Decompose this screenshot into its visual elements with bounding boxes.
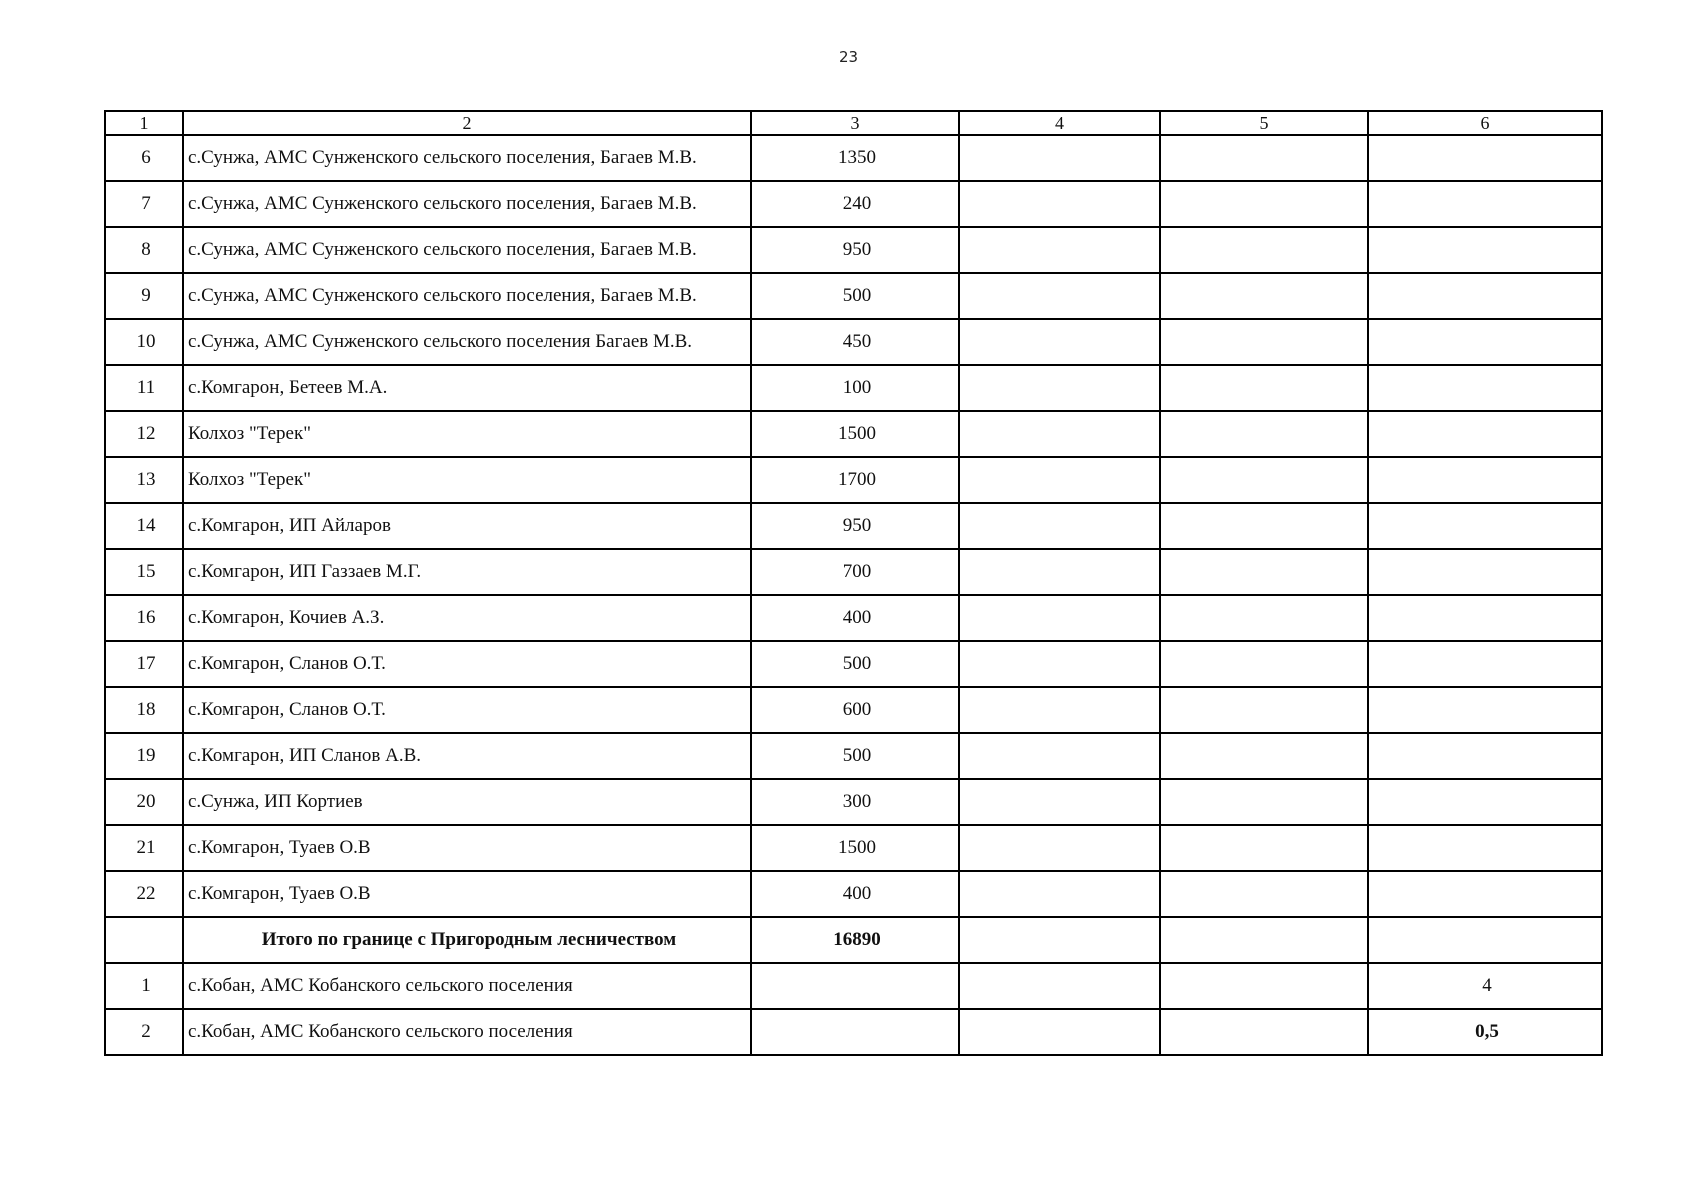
row-number-cell: 17 bbox=[105, 641, 183, 687]
total-row bbox=[105, 917, 1602, 963]
cell-col4 bbox=[959, 457, 1160, 503]
value-cell: 300 bbox=[751, 779, 959, 825]
cell-col4 bbox=[959, 135, 1160, 181]
row-number-cell: 19 bbox=[105, 733, 183, 779]
cell-col5 bbox=[1160, 963, 1368, 1009]
value-cell: 500 bbox=[751, 273, 959, 319]
name-cell: с.Кобан, АМС Кобанского сельского поселения bbox=[183, 1009, 751, 1055]
name-cell: с.Комгарон, Туаев О.В bbox=[183, 871, 751, 917]
value-cell: 240 bbox=[751, 181, 959, 227]
cell-col5 bbox=[1160, 917, 1368, 963]
header-row bbox=[105, 111, 1602, 135]
cell-col5 bbox=[1160, 825, 1368, 871]
cell-col4 bbox=[959, 641, 1160, 687]
cell-col5 bbox=[1160, 733, 1368, 779]
cell-col6 bbox=[1368, 273, 1602, 319]
table-row bbox=[105, 549, 1602, 595]
table-row bbox=[105, 365, 1602, 411]
table-row bbox=[105, 687, 1602, 733]
value-cell: 100 bbox=[751, 365, 959, 411]
name-cell: с.Комгарон, Кочиев А.З. bbox=[183, 595, 751, 641]
row-number-cell: 21 bbox=[105, 825, 183, 871]
table-row bbox=[105, 871, 1602, 917]
row-number-cell: 15 bbox=[105, 549, 183, 595]
cell-col5 bbox=[1160, 871, 1368, 917]
cell-col5 bbox=[1160, 779, 1368, 825]
cell-col4 bbox=[959, 733, 1160, 779]
value-cell: 950 bbox=[751, 227, 959, 273]
data-table bbox=[104, 110, 1603, 1056]
cell-col4 bbox=[959, 963, 1160, 1009]
name-cell: с.Сунжа, АМС Сунженского сельского поселения, Багаев М.В. bbox=[183, 227, 751, 273]
cell-col5 bbox=[1160, 549, 1368, 595]
row-number-cell: 12 bbox=[105, 411, 183, 457]
value-cell: 400 bbox=[751, 871, 959, 917]
cell-col6 bbox=[1368, 687, 1602, 733]
cell-col4 bbox=[959, 273, 1160, 319]
header-cell: 2 bbox=[183, 111, 751, 135]
name-cell: с.Сунжа, АМС Сунженского сельского поселения, Багаев М.В. bbox=[183, 181, 751, 227]
table-row bbox=[105, 135, 1602, 181]
cell-col5 bbox=[1160, 135, 1368, 181]
name-cell: с.Комгарон, Бетеев М.А. bbox=[183, 365, 751, 411]
table-row bbox=[105, 503, 1602, 549]
cell-col6 bbox=[1368, 595, 1602, 641]
cell-col6 bbox=[1368, 641, 1602, 687]
cell-col5 bbox=[1160, 227, 1368, 273]
name-cell: с.Комгарон, Сланов О.Т. bbox=[183, 641, 751, 687]
value-cell: 600 bbox=[751, 687, 959, 733]
name-cell: с.Сунжа, ИП Кортиев bbox=[183, 779, 751, 825]
header-cell: 1 bbox=[105, 111, 183, 135]
cell-col4 bbox=[959, 595, 1160, 641]
cell-col6 bbox=[1368, 457, 1602, 503]
value-cell: 700 bbox=[751, 549, 959, 595]
cell-col6 bbox=[1368, 733, 1602, 779]
value-cell: 950 bbox=[751, 503, 959, 549]
value-cell: 1500 bbox=[751, 411, 959, 457]
cell-col5 bbox=[1160, 1009, 1368, 1055]
value-cell bbox=[751, 963, 959, 1009]
name-cell: с.Кобан, АМС Кобанского сельского поселения bbox=[183, 963, 751, 1009]
row-number-cell: 8 bbox=[105, 227, 183, 273]
total-value-cell: 16890 bbox=[751, 917, 959, 963]
value-cell: 1500 bbox=[751, 825, 959, 871]
table-row bbox=[105, 595, 1602, 641]
row-number-cell: 6 bbox=[105, 135, 183, 181]
cell-col4 bbox=[959, 549, 1160, 595]
row-number-cell: 1 bbox=[105, 963, 183, 1009]
cell-col4 bbox=[959, 1009, 1160, 1055]
table-body bbox=[105, 111, 1602, 1055]
cell-col5 bbox=[1160, 687, 1368, 733]
cell-col5 bbox=[1160, 503, 1368, 549]
name-cell: Колхоз "Терек" bbox=[183, 411, 751, 457]
cell-col5 bbox=[1160, 319, 1368, 365]
cell-col5 bbox=[1160, 411, 1368, 457]
cell-col4 bbox=[959, 411, 1160, 457]
cell-col6 bbox=[1368, 181, 1602, 227]
cell-col5 bbox=[1160, 641, 1368, 687]
table-row bbox=[105, 1009, 1602, 1055]
value-cell: 1700 bbox=[751, 457, 959, 503]
cell-col4 bbox=[959, 871, 1160, 917]
value-cell: 1350 bbox=[751, 135, 959, 181]
cell-col4 bbox=[959, 779, 1160, 825]
cell-col6 bbox=[1368, 135, 1602, 181]
cell-col5 bbox=[1160, 457, 1368, 503]
cell-col4 bbox=[959, 687, 1160, 733]
cell-col6 bbox=[1368, 779, 1602, 825]
cell-col6 bbox=[1368, 825, 1602, 871]
header-cell: 3 bbox=[751, 111, 959, 135]
table-row bbox=[105, 457, 1602, 503]
cell-col4 bbox=[959, 181, 1160, 227]
row-number-cell: 14 bbox=[105, 503, 183, 549]
cell-col6 bbox=[1368, 503, 1602, 549]
cell-col5 bbox=[1160, 595, 1368, 641]
table-row bbox=[105, 273, 1602, 319]
row-number-cell: 7 bbox=[105, 181, 183, 227]
name-cell: Колхоз "Терек" bbox=[183, 457, 751, 503]
name-cell: с.Комгарон, Сланов О.Т. bbox=[183, 687, 751, 733]
table-row bbox=[105, 963, 1602, 1009]
table-row bbox=[105, 825, 1602, 871]
row-number-cell bbox=[105, 917, 183, 963]
header-cell: 6 bbox=[1368, 111, 1602, 135]
table-row bbox=[105, 227, 1602, 273]
header-cell: 4 bbox=[959, 111, 1160, 135]
total-label-cell: Итого по границе с Пригородным лесничеством bbox=[183, 917, 751, 963]
name-cell: с.Комгарон, ИП Айларов bbox=[183, 503, 751, 549]
row-number-cell: 18 bbox=[105, 687, 183, 733]
row-number-cell: 22 bbox=[105, 871, 183, 917]
table-row bbox=[105, 181, 1602, 227]
page-number: 23 bbox=[838, 48, 859, 66]
cell-col6: 4 bbox=[1368, 963, 1602, 1009]
table-row bbox=[105, 779, 1602, 825]
name-cell: с.Сунжа, АМС Сунженского сельского поселения, Багаев М.В. bbox=[183, 135, 751, 181]
cell-col5 bbox=[1160, 273, 1368, 319]
name-cell: с.Сунжа, АМС Сунженского сельского поселения, Багаев М.В. bbox=[183, 273, 751, 319]
name-cell: с.Сунжа, АМС Сунженского сельского поселения Багаев М.В. bbox=[183, 319, 751, 365]
cell-col6 bbox=[1368, 227, 1602, 273]
cell-col6 bbox=[1368, 365, 1602, 411]
row-number-cell: 13 bbox=[105, 457, 183, 503]
cell-col4 bbox=[959, 503, 1160, 549]
table-row bbox=[105, 733, 1602, 779]
table-row bbox=[105, 319, 1602, 365]
row-number-cell: 9 bbox=[105, 273, 183, 319]
row-number-cell: 16 bbox=[105, 595, 183, 641]
table-row bbox=[105, 641, 1602, 687]
cell-col4 bbox=[959, 365, 1160, 411]
row-number-cell: 10 bbox=[105, 319, 183, 365]
value-cell: 400 bbox=[751, 595, 959, 641]
header-cell: 5 bbox=[1160, 111, 1368, 135]
name-cell: с.Комгарон, ИП Газзаев М.Г. bbox=[183, 549, 751, 595]
cell-col4 bbox=[959, 227, 1160, 273]
value-cell: 500 bbox=[751, 733, 959, 779]
cell-col4 bbox=[959, 319, 1160, 365]
row-number-cell: 11 bbox=[105, 365, 183, 411]
cell-col6 bbox=[1368, 549, 1602, 595]
cell-col6 bbox=[1368, 917, 1602, 963]
value-cell: 500 bbox=[751, 641, 959, 687]
name-cell: с.Комгарон, Туаев О.В bbox=[183, 825, 751, 871]
row-number-cell: 20 bbox=[105, 779, 183, 825]
row-number-cell: 2 bbox=[105, 1009, 183, 1055]
value-cell: 450 bbox=[751, 319, 959, 365]
cell-col4 bbox=[959, 825, 1160, 871]
table-row bbox=[105, 411, 1602, 457]
cell-col4 bbox=[959, 917, 1160, 963]
cell-col6 bbox=[1368, 319, 1602, 365]
value-cell bbox=[751, 1009, 959, 1055]
name-cell: с.Комгарон, ИП Сланов А.В. bbox=[183, 733, 751, 779]
cell-col5 bbox=[1160, 365, 1368, 411]
cell-col5 bbox=[1160, 181, 1368, 227]
cell-col6 bbox=[1368, 411, 1602, 457]
cell-col6: 0,5 bbox=[1368, 1009, 1602, 1055]
cell-col6 bbox=[1368, 871, 1602, 917]
